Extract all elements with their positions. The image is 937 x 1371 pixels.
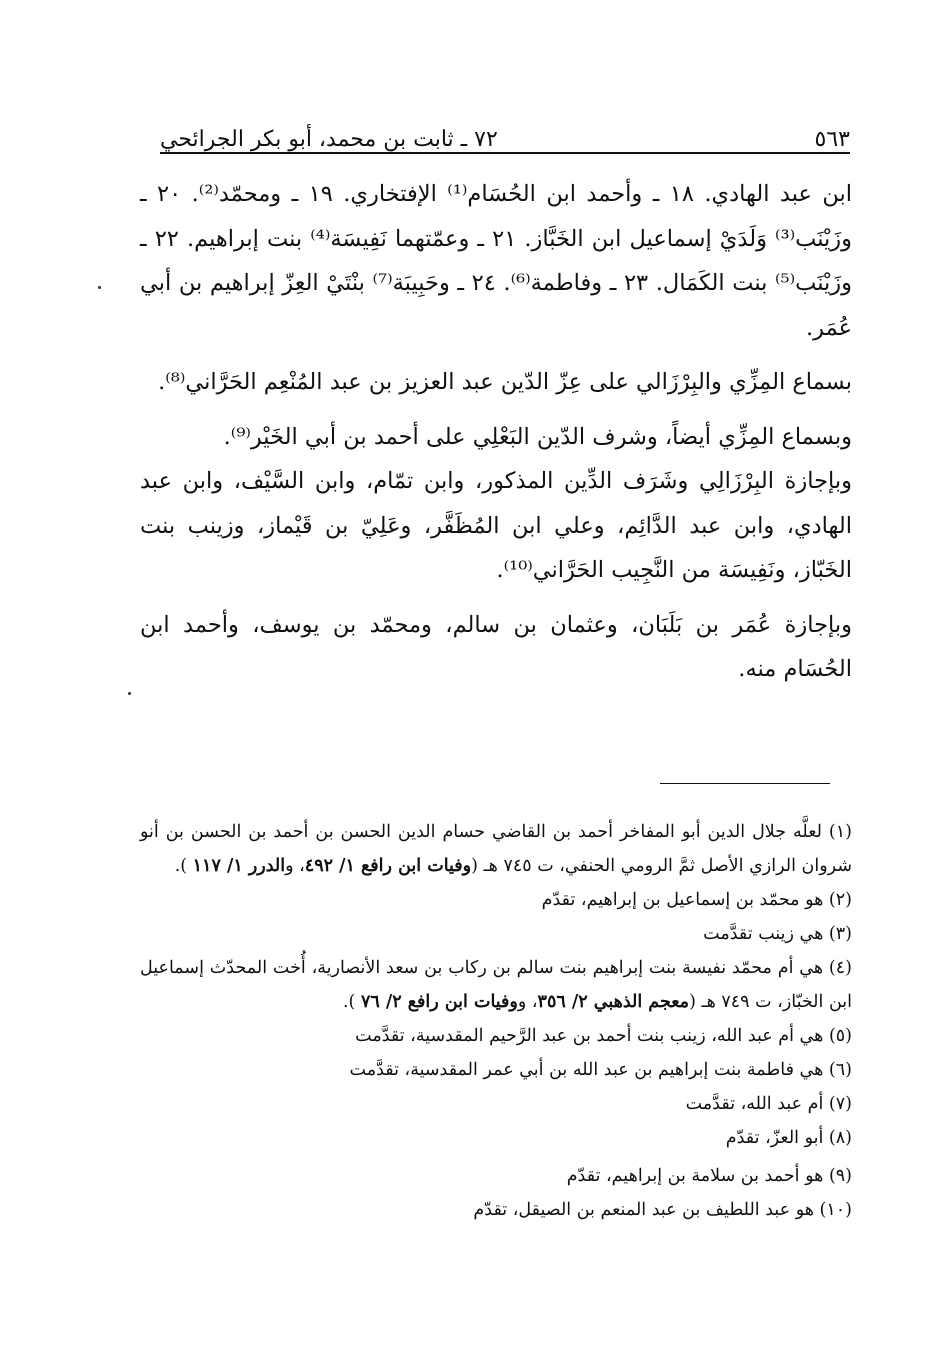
header-rule: [160, 152, 850, 154]
footnote-1: [140, 815, 852, 883]
footnote-9: (٩) هو أحمد بن سلامة بن إبراهيم، تقدّم: [566, 1166, 852, 1186]
paragraph-3: وبسماع المِزِّي أيضاً، وشرف الدّين البَعْلِي على أحمد بن أبي الخَيْر⁽⁹⁾.: [223, 423, 852, 450]
footnote-7: (٧) أم عبد الله، تقدَّمت: [685, 1094, 852, 1114]
footnote-4: [140, 951, 852, 1019]
footnote-1-ref-1: وفيات ابن رافع ١/ ٤٩٢: [304, 856, 472, 876]
footnote-1-end: ).: [174, 856, 193, 876]
footnote-4-ref-2: وفيات ابن رافع ٢/ ٧٦: [360, 992, 518, 1012]
footnote-4-text: (٤) هي أم محمّد نفيسة بنت إبراهيم بنت سالم بن ركاب بن سعد الأنصارية، أُخت المحدّث إسماعيل ابن الخبّاز، ت ٧٤٩ هـ (: [140, 958, 852, 1012]
footnote-1-ref-2: الدرر ١/ ١١٧: [192, 856, 286, 876]
footnote-4-ref-1: معجم الذهبي ٢/ ٣٥٦: [537, 992, 690, 1012]
running-header: [160, 112, 850, 152]
footnote-4-sep: ، و: [517, 992, 538, 1012]
paragraph-2: بسماع المِزِّي والبِرْزَالي على عِزّ الدّين عبد العزيز بن عبد المُنْعِم الحَرَّاني⁽⁸⁾.: [158, 369, 852, 395]
footnote-6: (٦) هي فاطمة بنت إبراهيم بن عبد الله بن أبي عمر المقدسية، تقدَّمت: [349, 1060, 852, 1080]
footnote-1-sep: ، و: [285, 856, 305, 876]
footnote-3: (٣) هي زينب تقدَّمت: [703, 924, 852, 944]
footnote-8: (٨) أبو العزّ، تقدّم: [725, 1128, 852, 1148]
page-number: ٥٦٣: [814, 127, 850, 152]
footnote-5: (٥) هي أم عبد الله، زينب بنت أحمد بن عبد الرَّحيم المقدسية، تقدَّمت: [355, 1026, 852, 1046]
paragraph-4: وبإجازة البِرْزَالِي وشَرَف الدِّين المذكور، وابن تمّام، وابن السَّيْف، وابن عبد الهادي، وابن عبد الدَّائِم، وعلي ابن المُظَفَّر، وعَلِيّ بن قَيْماز، وزينب بنت الخَبّاز، ونَفِيسَة من النَّجِيب الحَرَّاني⁽¹⁰⁾.: [140, 468, 852, 583]
paragraph-5: وبإجازة عُمَر بن بَلَبَان، وعثمان بن سالم، ومحمّد بن يوسف، وأحمد ابن الحُسَام منه.: [140, 611, 852, 682]
footnote-4-end: ).: [342, 992, 361, 1012]
paragraph-1: ابن عبد الهادي. ١٨ ـ وأحمد ابن الحُسَام⁽¹⁾ الإفتخاري. ١٩ ـ ومحمّد⁽²⁾. ٢٠ ـ وزَيْنَب⁽³⁾ وَلَدَيْ إسماعيل ابن الخَبَّاز. ٢١ ـ وعمّتهما نَفِيسَة⁽⁴⁾ بنت إبراهيم. ٢٢ ـ وزَيْنَب⁽⁵⁾ بنت الكَمَال. ٢٣ ـ وفاطمة⁽⁶⁾. ٢٤ ـ وحَبِيبَة⁽⁷⁾ بنْتَيْ العِزّ إبراهيم بن أبي عُمَر.: [140, 181, 853, 341]
footnote-separator: [660, 783, 830, 784]
footnotes: [140, 815, 852, 1227]
footnote-10: (١٠) هو عبد اللطيف بن عبد المنعم بن الصيقل، تقدّم: [473, 1200, 852, 1220]
chapter-title: ٧٢ ـ ثابت بن محمد، أبو بكر الجرائحي: [160, 127, 498, 152]
main-text: [140, 172, 852, 692]
scan-speck: [98, 286, 101, 289]
scan-speck: [128, 692, 131, 695]
footnote-1-text: (١) لعلَّه جلال الدين أبو المفاخر أحمد بن القاضي حسام الدين الحسن بن أحمد بن الحسن بن أنو شروان الرازي الأصل ثمَّ الرومي الحنفي، ت ٧٤٥ هـ (: [140, 822, 852, 876]
footnote-2: (٢) هو محمّد بن إسماعيل بن إبراهيم، تقدّم: [541, 890, 852, 910]
